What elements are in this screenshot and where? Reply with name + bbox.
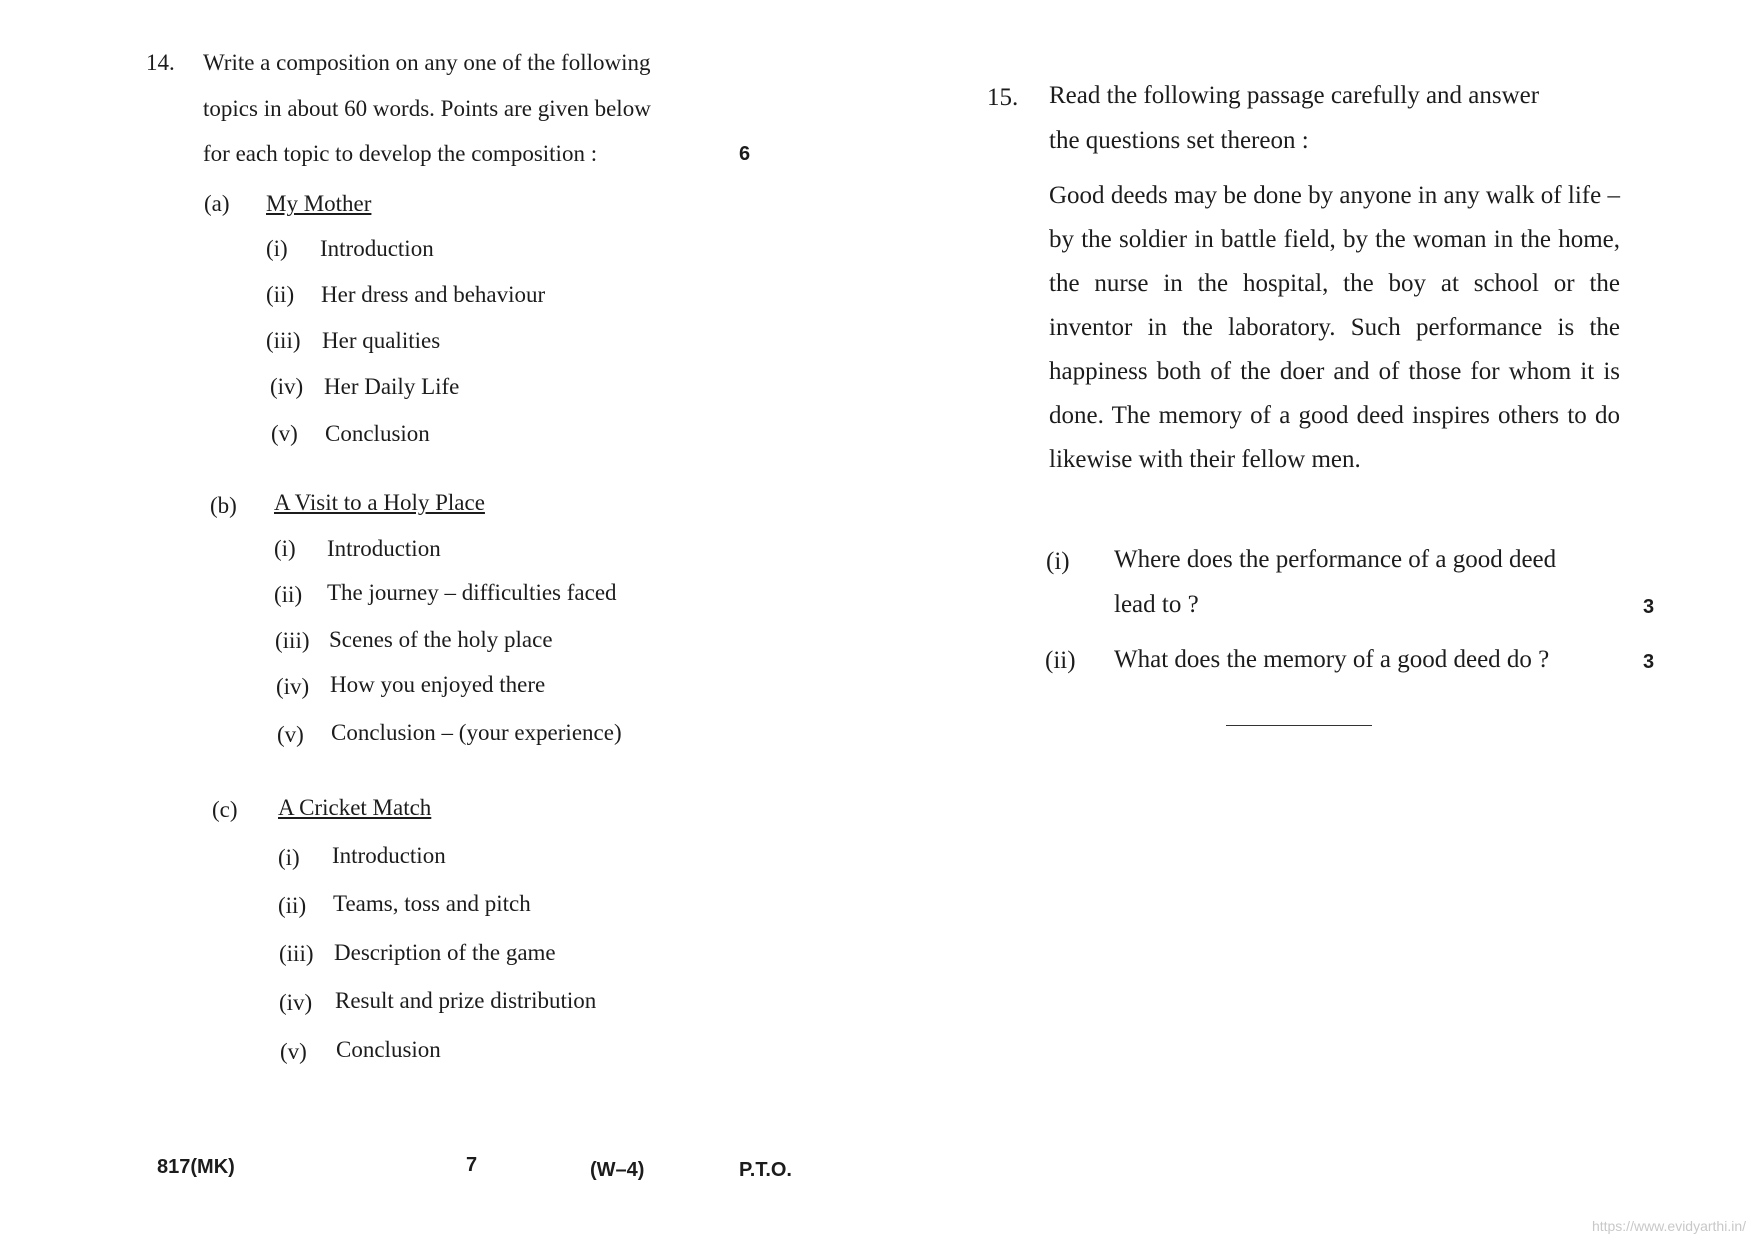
topic-b-point-1: Introduction: [327, 536, 441, 561]
topic-c-point-4-number: (iv): [279, 990, 313, 1015]
topic-a-label: (a): [204, 191, 230, 216]
topic-a-point-5: Conclusion: [325, 421, 430, 446]
topic-b-point-4: How you enjoyed there: [330, 672, 546, 697]
question-14-marks: 6: [739, 143, 751, 165]
question-14-number: 14.: [146, 50, 175, 75]
topic-b-title: A Visit to a Holy Place: [274, 490, 485, 515]
topic-b-point-1-number: (i): [274, 536, 296, 561]
question-15-number: 15.: [987, 84, 1019, 111]
question-15-sub-2-number: (ii): [1045, 647, 1076, 674]
topic-b-point-5-number: (v): [277, 722, 304, 747]
topic-a-title: My Mother: [266, 191, 372, 216]
topic-a-point-3-number: (iii): [266, 328, 301, 353]
topic-b-point-5: Conclusion – (your experience): [331, 720, 622, 745]
topic-a-point-5-number: (v): [271, 421, 298, 446]
topic-b-point-4-number: (iv): [276, 674, 310, 699]
topic-b-point-3: Scenes of the holy place: [329, 627, 553, 652]
footer-page-number: 7: [466, 1154, 478, 1176]
topic-c-point-1-number: (i): [278, 845, 300, 870]
topic-c-label: (c): [212, 797, 238, 822]
topic-b-label: (b): [210, 493, 237, 518]
question-15-instruction-line-2: the questions set thereon :: [1049, 127, 1309, 154]
reading-passage: Good deeds may be done by anyone in any walk of life – by the soldier in battle field, by the woman in the home, the nurse in the hospital, the boy at school or the inventor in the laboratory. Such performance is the happiness both of the doer and of those for whom it is done. The memory of a good deed inspires others to do likewise with their fellow men.: [1049, 182, 1620, 473]
question-15-sub-1-line-1: Where does the performance of a good deed: [1114, 546, 1557, 573]
question-14-instruction-line-1: Write a composition on any one of the following: [203, 50, 651, 75]
topic-a-point-3: Her qualities: [322, 328, 441, 353]
topic-c-title: A Cricket Match: [278, 795, 432, 820]
footer-paper-code: 817(MK): [157, 1156, 235, 1178]
topic-a-point-2: Her dress and behaviour: [321, 282, 546, 307]
question-15-sub-1-line-2: lead to ?: [1114, 591, 1199, 618]
question-15-sub-1-marks: 3: [1643, 596, 1655, 618]
question-14-instruction-line-2: topics in about 60 words. Points are given below: [203, 96, 651, 121]
topic-c-point-2-number: (ii): [278, 893, 307, 918]
question-15-sub-2-line-1: What does the memory of a good deed do ?: [1114, 646, 1550, 673]
topic-a-point-2-number: (ii): [266, 282, 295, 307]
end-of-section-rule: [1226, 725, 1372, 726]
topic-b-point-2-number: (ii): [274, 582, 303, 607]
topic-a-point-4-number: (iv): [270, 374, 304, 399]
question-15-instruction-line-1: Read the following passage carefully and answer: [1049, 82, 1540, 109]
topic-a-point-4: Her Daily Life: [324, 374, 460, 399]
topic-c-point-1: Introduction: [332, 843, 446, 868]
topic-a-point-1-number: (i): [266, 236, 288, 261]
topic-c-point-3: Description of the game: [334, 940, 556, 965]
site-watermark: https://www.evidyarthi.in/: [1591, 1218, 1746, 1234]
topic-c-point-4: Result and prize distribution: [335, 988, 597, 1013]
question-14-instruction-line-3: for each topic to develop the composition :: [203, 141, 598, 166]
topic-b-point-2: The journey – difficulties faced: [327, 580, 617, 605]
question-15-sub-1-number: (i): [1046, 548, 1070, 575]
topic-c-point-5-number: (v): [280, 1039, 307, 1064]
topic-a-point-1: Introduction: [320, 236, 434, 261]
topic-c-point-3-number: (iii): [279, 941, 314, 966]
footer-pto: P.T.O.: [739, 1159, 792, 1181]
topic-b-point-3-number: (iii): [275, 628, 310, 653]
footer-series: (W–4): [590, 1159, 645, 1181]
topic-c-point-5: Conclusion: [336, 1037, 441, 1062]
topic-c-point-2: Teams, toss and pitch: [333, 891, 531, 916]
question-15-sub-2-marks: 3: [1643, 651, 1655, 673]
